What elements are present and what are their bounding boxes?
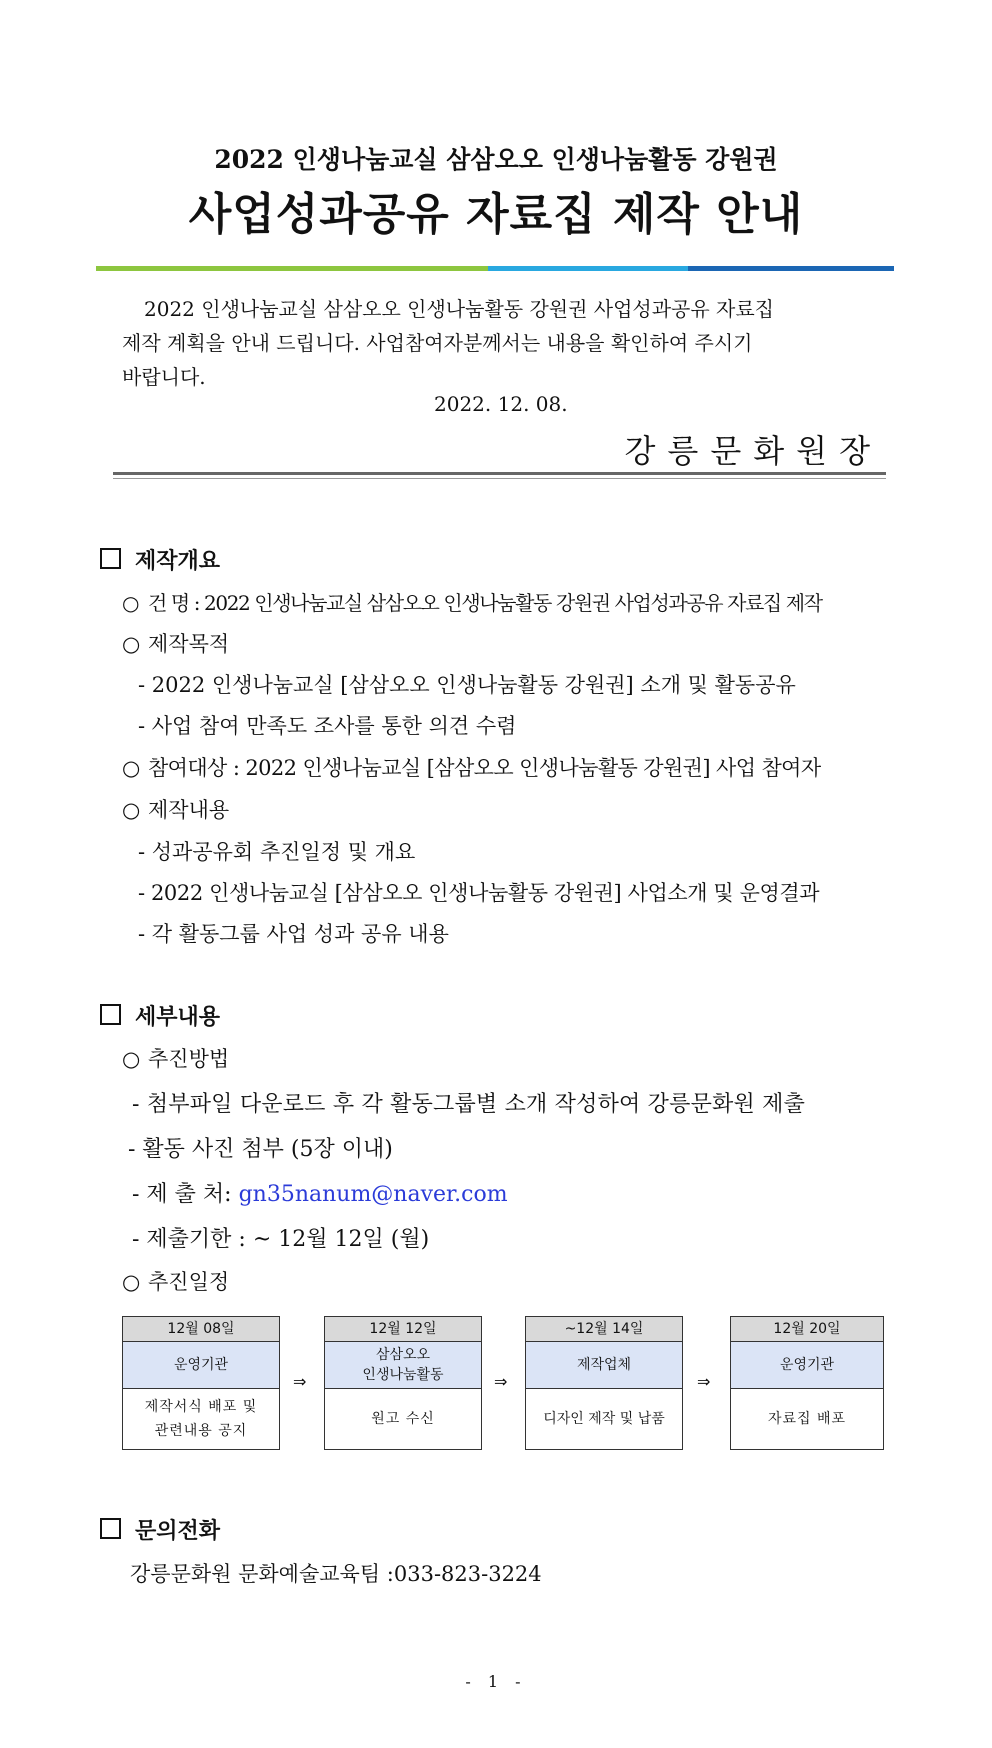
list-item-text: 건 명 : 2022 인생나눔교실 삼삼오오 인생나눔활동 강원권 사업성과공유 자료집 제작: [148, 591, 822, 615]
title-underline-navy: [688, 266, 894, 271]
schedule-task: 자료집 배포: [767, 1411, 847, 1427]
intro-line-2: 제작 계획을 안내 드립니다. 사업참여자분께서는 내용을 확인하여 주시기: [122, 331, 753, 355]
title-underline-sky: [488, 266, 688, 271]
section-heading-contact: [100, 1514, 220, 1545]
list-subitem: - 첨부파일 다운로드 후 각 활동그룹별 소개 작성하여 강릉문화원 제출: [132, 1092, 806, 1117]
circle-bullet-icon: ○: [122, 591, 139, 615]
contact-line: 강릉문화원 문화예술교육팀 :033-823-3224: [130, 1562, 542, 1586]
list-item: [122, 1266, 229, 1296]
schedule-task: [123, 1389, 279, 1449]
list-item-text: 제작목적: [148, 632, 230, 656]
checkbox-square-icon: [100, 1004, 121, 1025]
list-item-text: 참여대상 : 2022 인생나눔교실 [삼삼오오 인생나눔활동 강원권] 사업 참여자: [148, 756, 821, 780]
schedule-step-1: [122, 1316, 280, 1450]
submission-email-link[interactable]: gn35nanum@naver.com: [238, 1182, 508, 1207]
schedule-task: 원고 수신: [371, 1411, 435, 1427]
list-item-text: 추진방법: [148, 1047, 230, 1071]
signature-rule-top: [113, 472, 886, 475]
list-subitem: [132, 1177, 508, 1208]
schedule-step-4: [730, 1316, 884, 1450]
circle-bullet-icon: ○: [122, 632, 141, 656]
schedule-date: 12월 08일: [123, 1317, 279, 1342]
schedule-step-3: [525, 1316, 683, 1450]
checkbox-square-icon: [100, 1518, 121, 1539]
list-item: [122, 794, 229, 824]
list-subitem: - 제출기한 : ~ 12월 12일 (월): [132, 1227, 430, 1252]
schedule-task-line: 제작서식 배포 및: [144, 1399, 258, 1415]
list-subitem: - 각 활동그룹 사업 성과 공유 내용: [138, 922, 449, 946]
schedule-role: 운영기관: [123, 1342, 279, 1389]
list-item-text: 제작내용: [148, 798, 230, 822]
schedule-role-line: 삼삼오오: [375, 1347, 431, 1363]
schedule-date: ~12월 14일: [526, 1317, 682, 1342]
section-heading-overview: [100, 544, 220, 575]
document-title: 사업성과공유 자료집 제작 안내: [188, 189, 804, 240]
section-heading-text: 문의전화: [135, 1518, 221, 1544]
schedule-task-line: 관련내용 공지: [154, 1423, 248, 1439]
intro-line-3: 바랍니다.: [122, 365, 206, 389]
issue-date: 2022. 12. 08.: [434, 392, 568, 416]
list-item: [122, 628, 229, 658]
schedule-task: 디자인 제작 및 납품: [543, 1411, 665, 1427]
schedule-role: [325, 1342, 481, 1389]
page-number: - 1 -: [465, 1672, 527, 1691]
schedule-date: 12월 20일: [731, 1317, 883, 1342]
intro-line-1: 2022 인생나눔교실 삼삼오오 인생나눔활동 강원권 사업성과공유 자료집: [144, 297, 775, 321]
list-item-text: 추진일정: [148, 1270, 230, 1294]
flow-arrow-icon: ⇒: [494, 1372, 508, 1391]
list-item: [122, 1043, 229, 1073]
circle-bullet-icon: ○: [122, 1270, 141, 1294]
section-heading-text: 제작개요: [135, 548, 221, 574]
list-subitem: - 활동 사진 첨부 (5장 이내): [128, 1137, 393, 1162]
list-item: [122, 587, 822, 616]
list-subitem: - 성과공유회 추진일정 및 개요: [138, 840, 416, 864]
schedule-role: 제작업체: [526, 1342, 682, 1389]
schedule-step-2: [324, 1316, 482, 1450]
section-heading-text: 세부내용: [135, 1004, 221, 1030]
signature-rule-bottom: [113, 478, 886, 479]
schedule-date: 12월 12일: [325, 1317, 481, 1342]
circle-bullet-icon: ○: [122, 756, 140, 780]
circle-bullet-icon: ○: [122, 798, 141, 822]
intro-paragraph: [122, 292, 882, 394]
title-underline-green: [96, 266, 488, 271]
signer: 강릉문화원장: [624, 432, 882, 470]
list-subitem: - 사업 참여 만족도 조사를 통한 의견 수렴: [138, 714, 517, 738]
submit-to-label: - 제 출 처:: [132, 1182, 239, 1207]
section-heading-details: [100, 1000, 220, 1031]
flow-arrow-icon: ⇒: [293, 1372, 307, 1391]
schedule-role-line: 인생나눔활동: [362, 1367, 444, 1383]
checkbox-square-icon: [100, 548, 121, 569]
document-subtitle: 2022 인생나눔교실 삼삼오오 인생나눔활동 강원권: [214, 145, 778, 174]
circle-bullet-icon: ○: [122, 1047, 141, 1071]
flow-arrow-icon: ⇒: [697, 1372, 711, 1391]
list-item: [122, 752, 821, 782]
schedule-role: 운영기관: [731, 1342, 883, 1389]
list-subitem: - 2022 인생나눔교실 [삼삼오오 인생나눔활동 강원권] 사업소개 및 운영결과: [138, 881, 820, 905]
list-subitem: - 2022 인생나눔교실 [삼삼오오 인생나눔활동 강원권] 소개 및 활동공유: [138, 673, 796, 697]
